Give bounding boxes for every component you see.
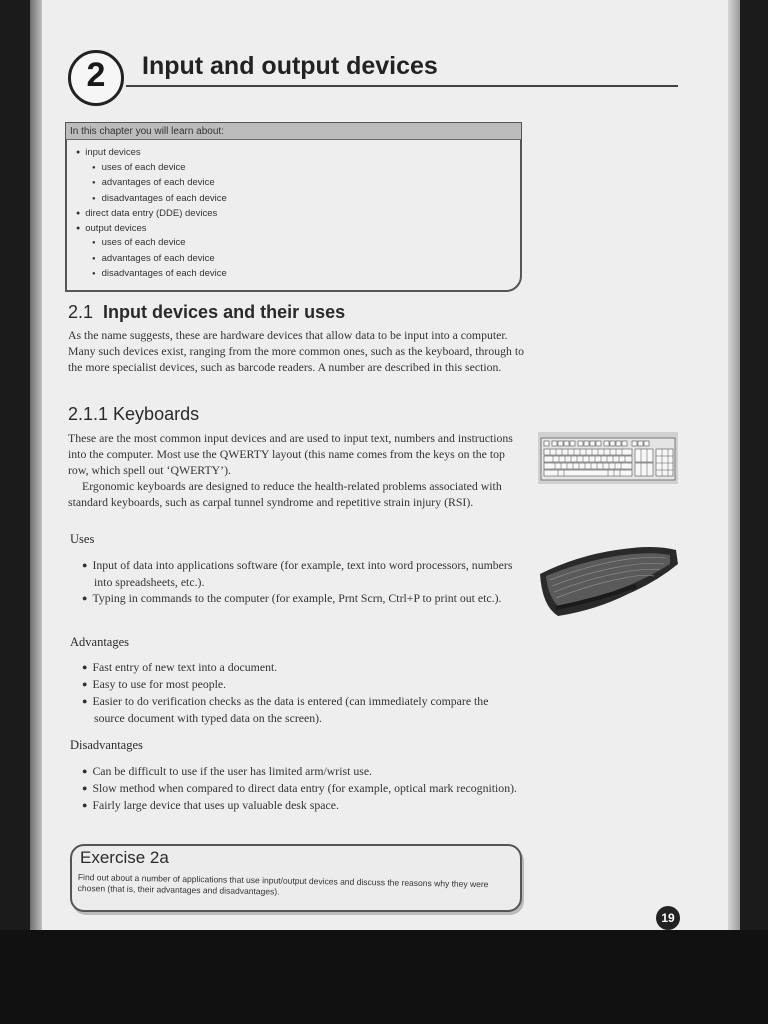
chapter-number: 2 [86, 56, 106, 94]
learning-box-intro: In this chapter you will learn about: [70, 126, 224, 137]
list-item: ● Slow method when compared to direct data entry (for example, optical mark recognition). [82, 780, 522, 797]
scan-background [0, 930, 768, 1024]
list-item: ● Typing in commands to the computer (for example, Prnt Scrn, Ctrl+P to print out etc.). [82, 590, 522, 607]
section-number: 2.1 [68, 302, 94, 322]
learning-objective-item: ● uses of each device [76, 161, 227, 177]
list-item: ● Fairly large device that uses up valuable desk space. [82, 797, 522, 814]
learning-objectives-list [76, 146, 227, 283]
advantages-list [82, 659, 522, 726]
list-item: ● Input of data into applications software (for example, text into word processors, numbers into spreadsheets, etc.). [82, 557, 522, 590]
list-item: ● Can be difficult to use if the user has limited arm/wrist use. [82, 763, 522, 780]
advantages-heading: Advantages [70, 635, 130, 649]
learning-objective-item: ● disadvantages of each device [76, 267, 227, 283]
learning-objective-item: ● advantages of each device [76, 176, 227, 192]
list-item: ● Easier to do verification checks as the data is entered (can immediately compare the source document with typed data on the screen). [82, 693, 522, 726]
disadvantages-list [82, 763, 522, 814]
keyboards-paragraph-1: These are the most common input devices and are used to input text, numbers and instructions into the computer. Most use the QWERTY layout (this name comes from the keys on the top row, which spell out ‘QWERTY’). [68, 431, 513, 477]
uses-list [82, 557, 522, 607]
learning-objective-item: ● disadvantages of each device [76, 192, 227, 208]
chapter-title: Input and output devices [142, 52, 438, 80]
learning-objective-item: ● uses of each device [76, 236, 227, 252]
exercise-text: Find out about a number of applications that use input/output devices and discuss the reasons why they were chosen (that is, their advantages and disadvantages). [77, 872, 489, 897]
section-heading [68, 302, 345, 323]
exercise-title: Exercise 2a [80, 848, 169, 867]
section-paragraph: As the name suggests, these are hardware devices that allow data to be input into a computer. Many such devices exist, ranging from the more common ones, such as the keyboard, through to the more specialist devices, such as barcode readers. A number are described in this section. [68, 328, 525, 374]
subsection-heading: 2.1.1 Keyboards [68, 404, 200, 424]
disadvantages-heading: Disadvantages [70, 738, 143, 752]
uses-heading: Uses [70, 532, 95, 546]
learning-objective-item: ● direct data entry (DDE) devices [76, 207, 227, 222]
page-number: 19 [656, 906, 680, 930]
page-edge [728, 0, 740, 940]
learning-objective-item: ● output devices [76, 222, 227, 237]
list-item: ● Fast entry of new text into a document. [82, 659, 522, 676]
section-title: Input devices and their uses [103, 302, 346, 322]
standard-keyboard-image [538, 432, 678, 484]
ergonomic-keyboard-image [536, 536, 680, 620]
learning-objective-item: ● input devices [76, 146, 227, 161]
keyboards-paragraph-2: Ergonomic keyboards are designed to reduce the health-related problems associated with standard keyboards, such as carpal tunnel syndrome and repetitive strain injury (RSI). [68, 479, 502, 509]
list-item: ● Easy to use for most people. [82, 676, 522, 693]
chapter-title-rule [126, 85, 678, 87]
learning-objective-item: ● advantages of each device [76, 252, 227, 268]
